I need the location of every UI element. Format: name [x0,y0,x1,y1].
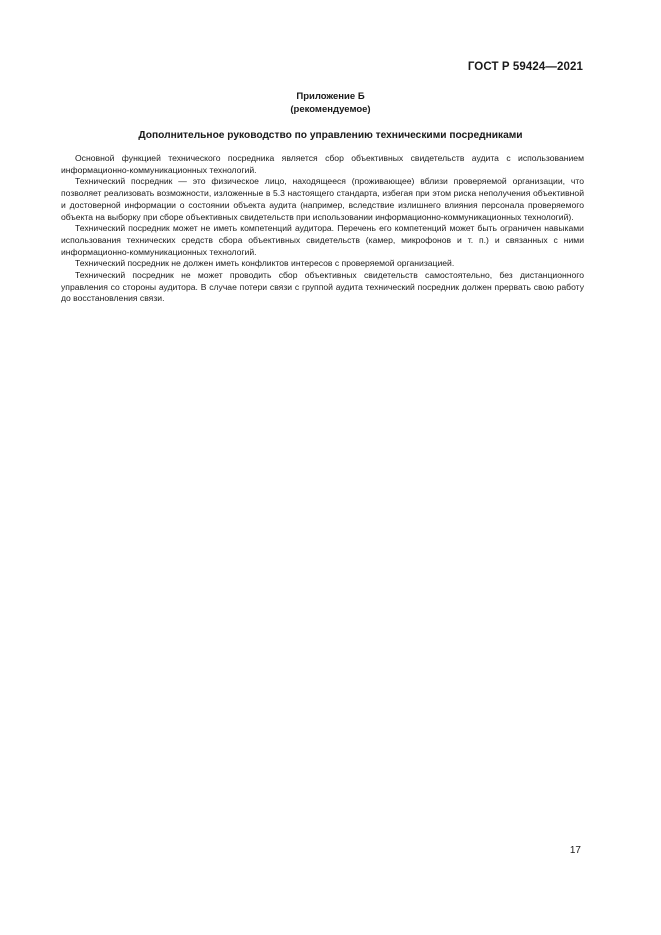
section-title: Дополнительное руководство по управлению техническими посредниками [138,130,523,141]
paragraph: Технический посредник — это физическое лицо, находящееся (проживающее) вблизи проверяемой организации, что позволяет реализовать возможности, изложенные в 5.3 настоящего стандарта, избегая при этом риска неполучения объективной и достоверной информации о состоянии объекта аудита (например, вследствие излишнего влияния персонала проверяемого объекта на выборку при сборе объективных свидетельств при использовании информационно-коммуникационных технологий). [61,176,584,222]
body-text [61,153,584,305]
paragraph: Основной функцией технического посредника является сбор объективных свидетельств аудита с использованием информационно-коммуникационных технологий. [61,153,584,175]
paragraph: Технический посредник может не иметь компетенций аудитора. Перечень его компетенций может быть ограничен навыками использования технических средств сбора объективных свидетельств (камер, микрофонов и т. п.) и связанных с ними информационно-коммуникационных технологий. [61,223,584,257]
paragraph: Технический посредник не может проводить сбор объективных свидетельств самостоятельно, без дистанционного управления со стороны аудитора. В случае потери связи с группой аудита технический посредник должен прервать свою работу до восстановления связи. [61,270,584,304]
page-number: 17 [569,845,581,856]
appendix-label: Приложение Б [296,91,365,102]
standard-number: ГОСТ Р 59424—2021 [467,61,583,73]
paragraph: Технический посредник не должен иметь конфликтов интересов с проверяемой организацией. [75,258,455,269]
appendix-status: (рекомендуемое) [290,103,371,115]
appendix-heading [0,91,661,116]
